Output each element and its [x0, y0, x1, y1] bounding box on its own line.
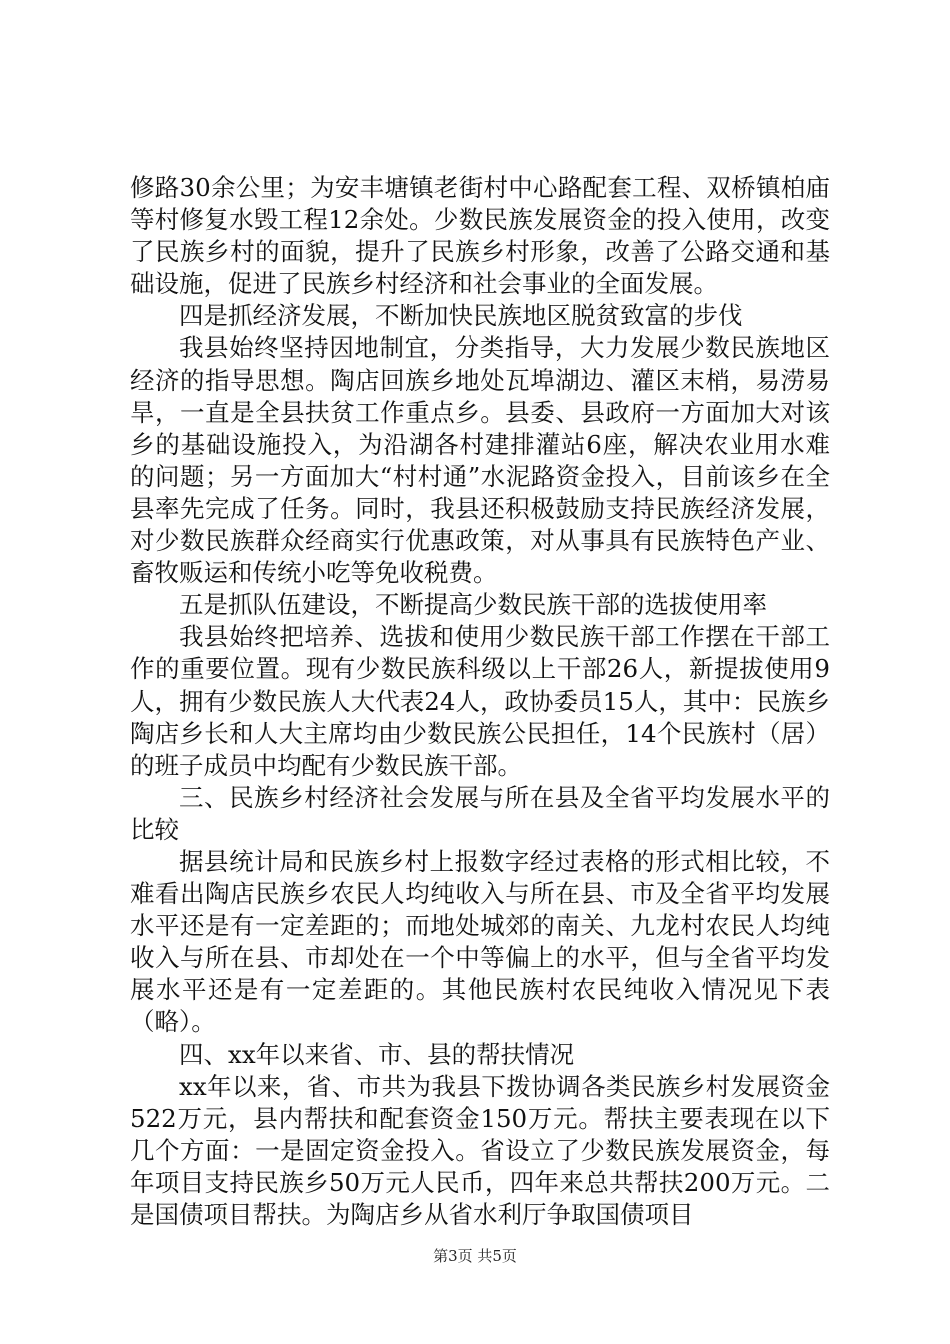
paragraph-economic-development: 我县始终坚持因地制宜，分类指导，大力发展少数民族地区经济的指导思想。陶店回族乡地处瓦埠湖边、灌区末梢，易涝易旱，一直是全县扶贫工作重点乡。县委、县政府一方面加大对该乡的基础设施投入，为沿湖各村建排灌站6座，解决农业用水难的问题；另一方面加大“村村通”水泥路资金投入，目前该乡在全县率先完成了任务。同时，我县还积极鼓励支持民族经济发展，对少数民族群众经商实行优惠政策，对从事具有民族特色产业、畜牧贩运和传统小吃等免收税费。 [130, 333, 830, 588]
paragraph-team-building: 我县始终把培养、选拔和使用少数民族干部工作摆在干部工作的重要位置。现有少数民族科级以上干部26人，新提拔使用9人，拥有少数民族人大代表24人，政协委员15人，其中：民族乡陶店乡长和人大主席均由少数民族公民担任，14个民族村（居）的班子成员中均配有少数民族干部。 [130, 622, 830, 780]
page-number-footer: 第3页 共5页 [433, 1247, 517, 1265]
document-body [130, 172, 830, 1231]
paragraph-comparison: 据县统计局和民族乡村上报数字经过表格的形式相比较，不难看出陶店民族乡农民人均纯收入与所在县、市及全省平均发展水平还是有一定差距的；而地处城郊的南关、九龙村农民人均纯收入与所在县、市却处在一个中等偏上的水平，但与全省平均发展水平还是有一定差距的。其他民族村农民纯收入情况见下表（略）。 [130, 846, 830, 1037]
paragraph-road-repair: 修路30余公里；为安丰塘镇老街村中心路配套工程、双桥镇柏庙等村修复水毁工程12余处。少数民族发展资金的投入使用，改变了民族乡村的面貌，提升了民族乡村形象，改善了公路交通和基础设施，促进了民族乡村经济和社会事业的全面发展。 [130, 173, 830, 299]
paragraph-assistance: xx年以来，省、市共为我县下拨协调各类民族乡村发展资金522万元，县内帮扶和配套资金150万元。帮扶主要表现在以下几个方面：一是固定资金投入。省设立了少数民族发展资金，每年项目支持民族乡50万元人民币，四年来总共帮扶200万元。二是国债项目帮扶。为陶店乡从省水利厅争取国债项目 [130, 1071, 830, 1229]
section-heading-assistance: 四、xx年以来省、市、县的帮扶情况 [179, 1039, 575, 1069]
heading-economic-development: 四是抓经济发展，不断加快民族地区脱贫致富的步伐 [179, 301, 743, 331]
heading-team-building: 五是抓队伍建设，不断提高少数民族干部的选拔使用率 [179, 590, 767, 620]
section-heading-comparison: 三、民族乡村经济社会发展与所在县及全省平均发展水平的比较 [130, 782, 830, 844]
